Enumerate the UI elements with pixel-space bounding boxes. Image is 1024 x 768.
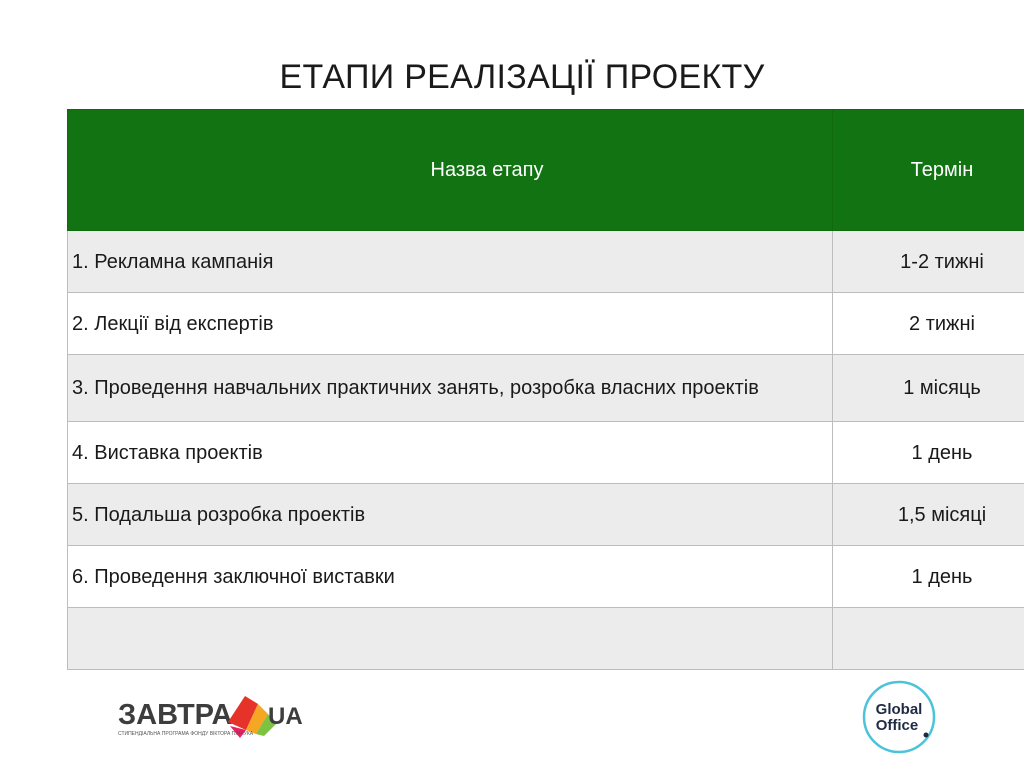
table-row-empty (68, 608, 1024, 670)
global-office-line1: Global (875, 701, 923, 718)
global-office-line2: Office (875, 717, 919, 734)
stages-table (67, 109, 1024, 670)
term-cell: 1,5 місяці (833, 484, 1024, 546)
stage-name-cell: 3. Проведення навчальних практичних занять, розробка власних проектів (68, 355, 833, 422)
stage-name-cell: 1. Рекламна кампанія (68, 231, 833, 293)
header-term: Термін (833, 110, 1024, 231)
table-row (68, 484, 1024, 546)
table-row (68, 231, 1024, 293)
stage-name-cell: 2. Лекції від експертів (68, 293, 833, 355)
global-office-logo (862, 680, 936, 754)
slide-title: ЕТАПИ РЕАЛІЗАЦІЇ ПРОЕКТУ (279, 58, 765, 96)
table-row (68, 546, 1024, 608)
stage-name-cell: 6. Проведення заключної виставки (68, 546, 833, 608)
term-cell: 2 тижні (833, 293, 1024, 355)
ua-logo-text: UA (268, 703, 303, 730)
term-cell: 1 день (833, 422, 1024, 484)
term-cell: 1-2 тижні (833, 231, 1024, 293)
table-row (68, 355, 1024, 422)
stage-name-cell (68, 608, 833, 670)
table-row (68, 422, 1024, 484)
stage-name-cell: 5. Подальша розробка проектів (68, 484, 833, 546)
term-cell: 1 місяць (833, 355, 1024, 422)
table-row (68, 293, 1024, 355)
dot-icon (924, 733, 929, 738)
zavtra-logo-text: ЗАВТРА (118, 699, 233, 731)
term-cell: 1 день (833, 546, 1024, 608)
term-cell (833, 608, 1024, 670)
zavtra-ua-logo (118, 694, 308, 742)
header-stage-name: Назва етапу (68, 110, 833, 231)
zavtra-logo-caption: СТИПЕНДІАЛЬНА ПРОГРАМА ФОНДУ ВІКТОРА ПІНЧУКА (118, 731, 254, 737)
stage-name-cell: 4. Виставка проектів (68, 422, 833, 484)
table-header-row (68, 110, 1024, 231)
